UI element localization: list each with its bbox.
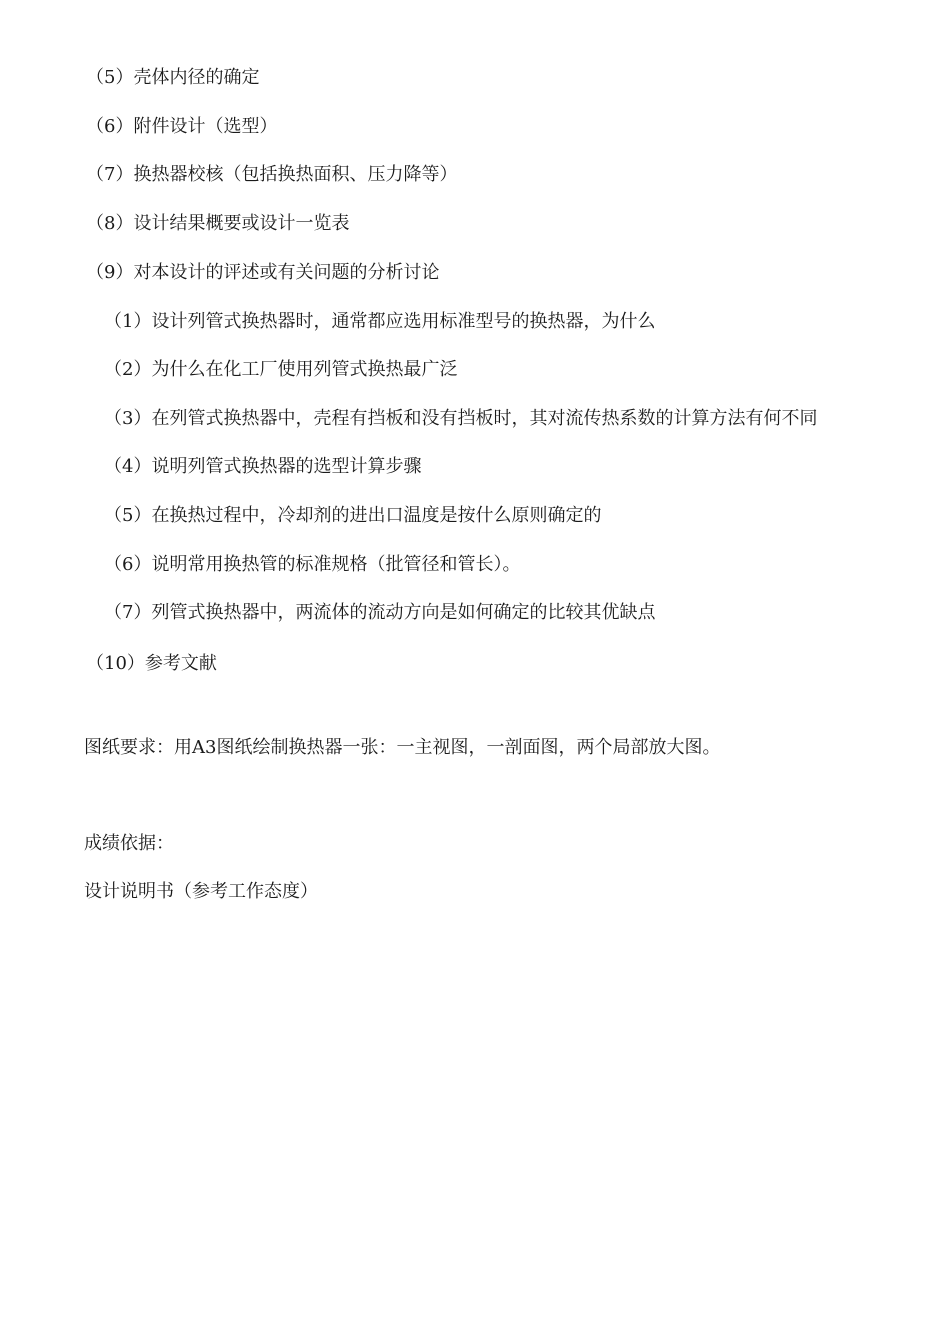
- drawing-requirement: 图纸要求：用A3图纸绘制换热器一张：一主视图，一剖面图，两个局部放大图。: [84, 737, 721, 758]
- question-3: （3）在列管式换热器中，壳程有挡板和没有挡板时，其对流传热系数的计算方法有何不同: [104, 408, 818, 429]
- question-5: （5）在换热过程中，冷却剂的进出口温度是按什么原则确定的: [104, 505, 602, 526]
- question-7: （7）列管式换热器中，两流体的流动方向是如何确定的比较其优缺点: [104, 602, 656, 623]
- outline-item-8: （8）设计结果概要或设计一览表: [86, 213, 350, 234]
- question-2: （2）为什么在化工厂使用列管式换热最广泛: [104, 359, 458, 380]
- outline-item-10: （10）参考文献: [86, 653, 217, 674]
- outline-item-6: （6）附件设计（选型）: [86, 116, 278, 137]
- question-4: （4）说明列管式换热器的选型计算步骤: [104, 456, 422, 477]
- grading-title: 成绩依据：: [84, 833, 174, 854]
- grading-basis: 设计说明书（参考工作态度）: [84, 881, 318, 902]
- question-1: （1）设计列管式换热器时，通常都应选用标准型号的换热器，为什么: [104, 311, 656, 332]
- outline-item-7: （7）换热器校核（包括换热面积、压力降等）: [86, 164, 458, 185]
- outline-item-9: （9）对本设计的评述或有关问题的分析讨论: [86, 262, 440, 283]
- outline-item-5: （5）壳体内径的确定: [86, 67, 260, 88]
- question-6: （6）说明常用换热管的标准规格（批管径和管长）。: [104, 554, 521, 575]
